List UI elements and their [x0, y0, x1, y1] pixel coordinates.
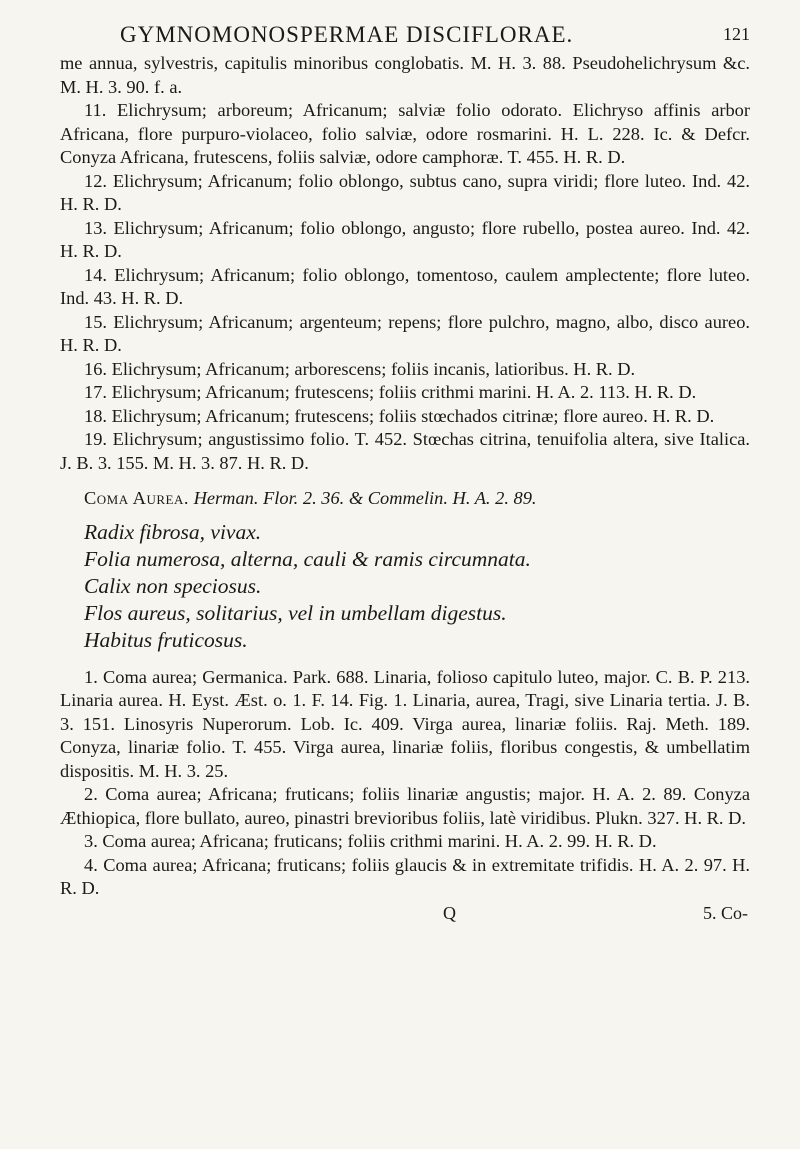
- entry-11: 11. Elichrysum; arboreum; Africanum; salviæ folio odorato. Elichryso affinis arbor Africana, flore purpuro-violaceo, folio salviæ, odore rosmarini. H. L. 228. Ic. & Defcr. Conyza Africana, frutescens, foliis salviæ, odore camphoræ. T. 455. H. R. D.: [60, 100, 750, 167]
- coma-entry-3: 3. Coma aurea; Africana; fruticans; foliis crithmi marini. H. A. 2. 99. H. R. D.: [84, 831, 657, 851]
- diagnosis-flos: Flos aureus, solitarius, vel in umbellam digestus.: [84, 600, 507, 625]
- catchword: 5. Co-: [703, 902, 748, 923]
- coma-entry-2: 2. Coma aurea; Africana; fruticans; foliis linariæ angustis; major. H. A. 2. 89. Conyza Æthiopica, flore bullato, aureo, pinastri brevioribus foliis, latè viridibus. Plukn. 327. H. R. D.: [60, 784, 750, 828]
- body-text: [60, 52, 750, 901]
- entry-15: 15. Elichrysum; Africanum; argenteum; repens; flore pulchro, magno, albo, disco aureo. H. R. D.: [60, 311, 750, 355]
- entry-16: 16. Elichrysum; Africanum; arborescens; foliis incanis, latioribus. H. R. D.: [84, 358, 636, 379]
- diagnosis-radix: Radix fibrosa, vivax.: [84, 519, 262, 544]
- diagnosis-folia: Folia numerosa, alterna, cauli & ramis circumnata.: [84, 546, 531, 571]
- coma-entry-4: 4. Coma aurea; Africana; fruticans; foliis glaucis & in extremitate trifidis. H. A. 2. 97. H. R. D.: [60, 854, 750, 898]
- genus-references: Herman. Flor. 2. 36. & Commelin. H. A. 2. 89.: [193, 488, 537, 508]
- entry-14: 14. Elichrysum; Africanum; folio oblongo, tomentoso, caulem amplectente; flore luteo. Ind. 43. H. R. D.: [60, 264, 750, 308]
- running-title: GYMNOMONOSPERMAE DISCIFLORAE.: [120, 22, 574, 47]
- page-number: 121: [723, 24, 750, 44]
- page-footer: [60, 903, 750, 929]
- diagnosis-calix: Calix non speciosus.: [84, 573, 262, 598]
- entry-17: 17. Elichrysum; Africanum; frutescens; foliis crithmi marini. H. A. 2. 113. H. R. D.: [84, 382, 697, 402]
- entry-12: 12. Elichrysum; Africanum; folio oblongo, subtus cano, supra viridi; flore luteo. Ind. 42. H. R. D.: [60, 170, 750, 214]
- genus-heading: [60, 487, 750, 511]
- signature-mark: Q: [443, 902, 456, 923]
- intro-line: me annua, sylvestris, capitulis minoribus conglobatis. M. H. 3. 88. Pseudohelichrysum &c. M. H. 3. 90. f. a.: [60, 53, 750, 97]
- diagnosis-habitus: Habitus fruticosus.: [84, 627, 248, 652]
- entry-13: 13. Elichrysum; Africanum; folio oblongo, angusto; flore rubello, postea aureo. Ind. 42. H. R. D.: [60, 217, 750, 261]
- coma-entry-1: 1. Coma aurea; Germanica. Park. 688. Linaria, folioso capitulo luteo, major. C. B. P. 213. Linaria aurea. H. Eyst. Æst. o. 1. F. 14. Fig. 1. Linaria, aurea, Tragi, sive Linaria tertia. J. B. 3. 151. Linosyris Nuperorum. Lob. Ic. 409. Virga aurea, linariæ foliis. Raj. Meth. 189. Conyza, linariæ folio. T. 455. Virga aurea, linariæ foliis, floribus congestis, & umbellatim dispositis. M. H. 3. 25.: [60, 666, 750, 781]
- running-head: [60, 18, 750, 52]
- entry-18: 18. Elichrysum; Africanum; frutescens; foliis stœchados citrinæ; flore aureo. H. R. D.: [84, 405, 715, 426]
- genus-name: Coma Aurea.: [84, 488, 189, 508]
- entry-19: 19. Elichrysum; angustissimo folio. T. 452. Stœchas citrina, tenuifolia altera, sive Italica. J. B. 3. 155. M. H. 3. 87. H. R. D.: [60, 429, 750, 473]
